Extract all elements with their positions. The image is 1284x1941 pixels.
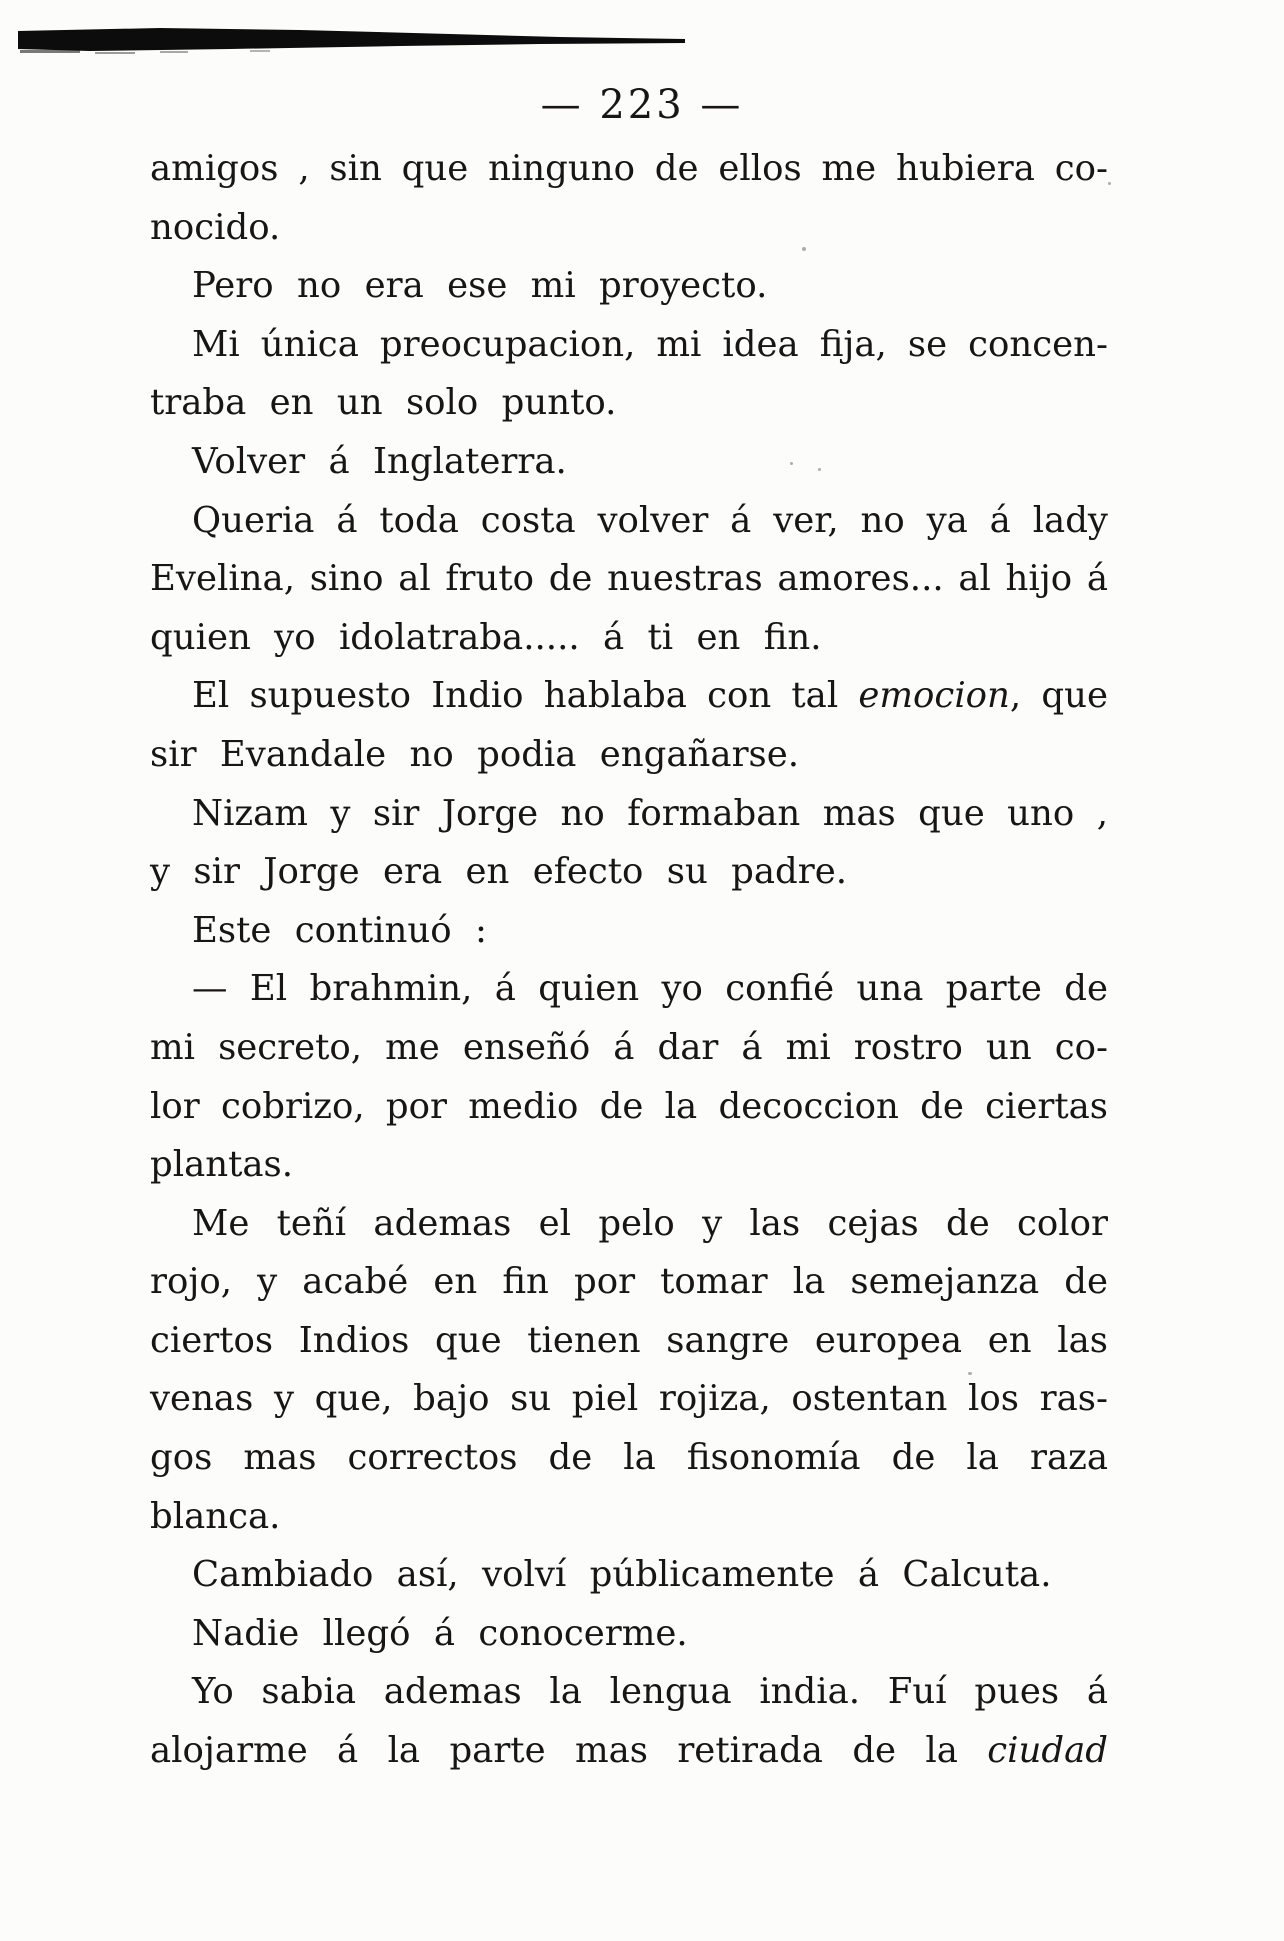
text-run: ciertos Indios que tienen sangre europea en las [150,1319,1108,1361]
text-line [150,257,1108,316]
text-run: quien yo idolatraba..... á ti en fin. [150,616,822,658]
text-line [150,492,1108,551]
text-line [150,1195,1108,1254]
text-line [150,1722,1108,1781]
italic-text-run: emocion [858,675,1010,717]
text-run: Mi única preocupacion, mi idea fija, se concen- [192,323,1108,365]
text-run: gos mas correctos de la fisonomía de la raza [150,1437,1108,1479]
text-line [150,1019,1108,1078]
text-run: nocido. [150,206,281,248]
italic-text-run: ciudad [987,1730,1108,1772]
text-line [150,785,1108,844]
text-run: rojo, y acabé en fin por tomar la semejanza de [150,1261,1108,1303]
text-line [150,960,1108,1019]
text-line [150,1370,1108,1429]
text-line [150,1429,1108,1488]
text-run: , que [1009,675,1108,717]
text-run: Yo sabia ademas la lengua india. Fuí pues á [192,1671,1108,1713]
text-run: — El brahmin, á quien yo confié una parte de [192,968,1108,1010]
text-run: sir Evandale no podia engañarse. [150,733,800,775]
text-line [150,433,1108,492]
text-run: venas y que, bajo su piel rojiza, ostentan los ras- [150,1378,1108,1420]
text-line [150,1488,1108,1547]
text-run: plantas. [150,1144,294,1186]
text-run: mi secreto, me enseñó á dar á mi rostro un co- [150,1026,1108,1068]
text-run: El supuesto Indio hablaba con tal [192,675,859,717]
text-run: lor cobrizo, por medio de la decoccion de ciertas [150,1085,1108,1127]
text-run: Me teñí ademas el pelo y las cejas de color [192,1202,1108,1244]
page-number: — 223 — [540,82,744,128]
text-run: Nizam y sir Jorge no formaban mas que uno , [192,792,1108,834]
ink-smudge-artifact [0,0,760,70]
text-line [150,1078,1108,1137]
text-run: Queria á toda costa volver á ver, no ya á lady [192,499,1108,541]
text-line [150,199,1108,258]
text-line [150,843,1108,902]
text-line [150,1253,1108,1312]
text-run: traba en un solo punto. [150,382,617,424]
text-line [150,726,1108,785]
text-line [150,1605,1108,1664]
text-line [150,1136,1108,1195]
text-line [150,316,1108,375]
scan-speck [1108,182,1111,185]
text-run: alojarme á la parte mas retirada de la [150,1730,988,1772]
text-line [150,140,1108,199]
text-line [150,1546,1108,1605]
page-body [150,140,1108,1781]
text-line [150,902,1108,961]
text-run: Este continuó : [192,909,487,951]
text-run: Pero no era ese mi proyecto. [192,265,768,307]
text-line [150,609,1108,668]
text-line [150,1312,1108,1371]
text-run: Cambiado así, volví públicamente á Calcuta. [192,1554,1052,1596]
text-run: blanca. [150,1495,281,1537]
text-line [150,1663,1108,1722]
text-line [150,374,1108,433]
text-run: Evelina, sino al fruto de nuestras amores... al hijo á [150,558,1108,600]
text-run: Volver á Inglaterra. [192,440,567,482]
text-line [150,550,1108,609]
text-line [150,667,1108,726]
text-run: amigos , sin que ninguno de ellos me hubiera co- [150,148,1108,189]
text-run: Nadie llegó á conocerme. [192,1612,688,1654]
text-run: y sir Jorge era en efecto su padre. [150,851,848,893]
